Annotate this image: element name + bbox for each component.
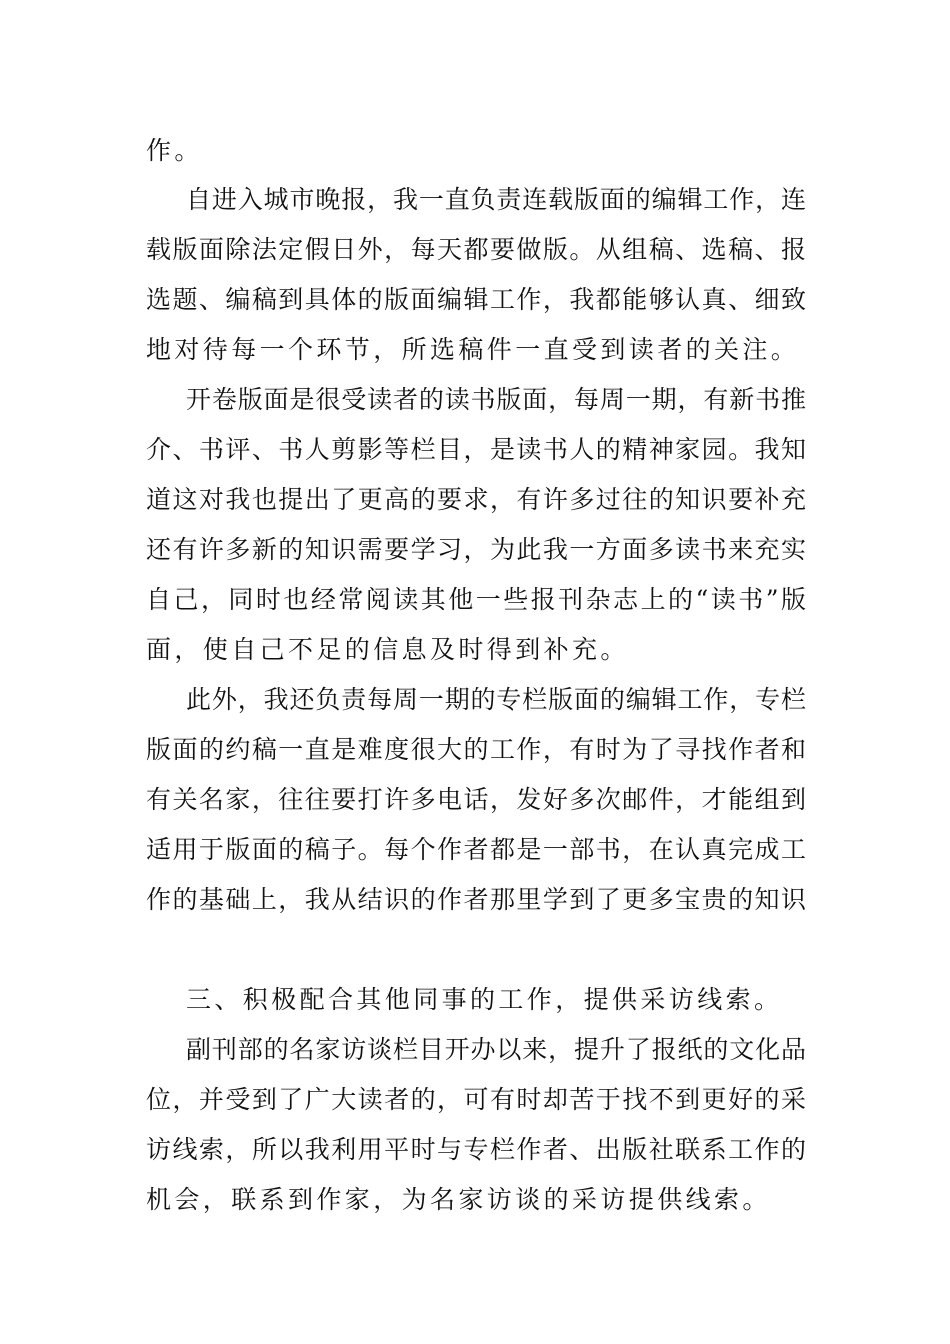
text-line: 有关名家，往往要打许多电话，发好多次邮件，才能组到 [146, 785, 806, 814]
text-line: 开卷版面是很受读者的读书版面，每周一期，有新书推 [186, 385, 806, 414]
text-line: 面，使自己不足的信息及时得到补充。 [146, 635, 629, 664]
section-heading: 三、积极配合其他同事的工作，提供采访线索。 [186, 985, 783, 1014]
text-line: 还有许多新的知识需要学习，为此我一方面多读书来充实 [146, 535, 806, 564]
text-line: 自进入城市晚报，我一直负责连载版面的编辑工作，连 [186, 185, 806, 214]
text-line: 此外，我还负责每周一期的专栏版面的编辑工作，专栏 [186, 685, 806, 714]
text-line: 道这对我也提出了更高的要求，有许多过往的知识要补充 [146, 485, 806, 514]
text-line: 版面的约稿一直是难度很大的工作，有时为了寻找作者和 [146, 735, 806, 764]
text-line: 自己，同时也经常阅读其他一些报刊杂志上的“读书”版 [146, 585, 806, 614]
text-line: 位，并受到了广大读者的，可有时却苦于找不到更好的采 [146, 1085, 806, 1114]
text-line: 选题、编稿到具体的版面编辑工作，我都能够认真、细致 [146, 285, 806, 314]
text-line: 机会，联系到作家，为名家访谈的采访提供线索。 [146, 1185, 771, 1214]
text-line: 地对待每一个环节，所选稿件一直受到读者的关注。 [146, 335, 800, 364]
text-line: 访线索，所以我利用平时与专栏作者、出版社联系工作的 [146, 1135, 806, 1164]
text-line: 适用于版面的稿子。每个作者都是一部书，在认真完成工 [146, 835, 806, 864]
text-line: 介、书评、书人剪影等栏目，是读书人的精神家园。我知 [146, 435, 806, 464]
text-line: 作。 [146, 136, 203, 165]
text-line: 载版面除法定假日外，每天都要做版。从组稿、选稿、报 [146, 235, 806, 264]
text-line: 作的基础上，我从结识的作者那里学到了更多宝贵的知识 [146, 885, 806, 914]
text-line: 副刊部的名家访谈栏目开办以来，提升了报纸的文化品 [186, 1035, 806, 1064]
